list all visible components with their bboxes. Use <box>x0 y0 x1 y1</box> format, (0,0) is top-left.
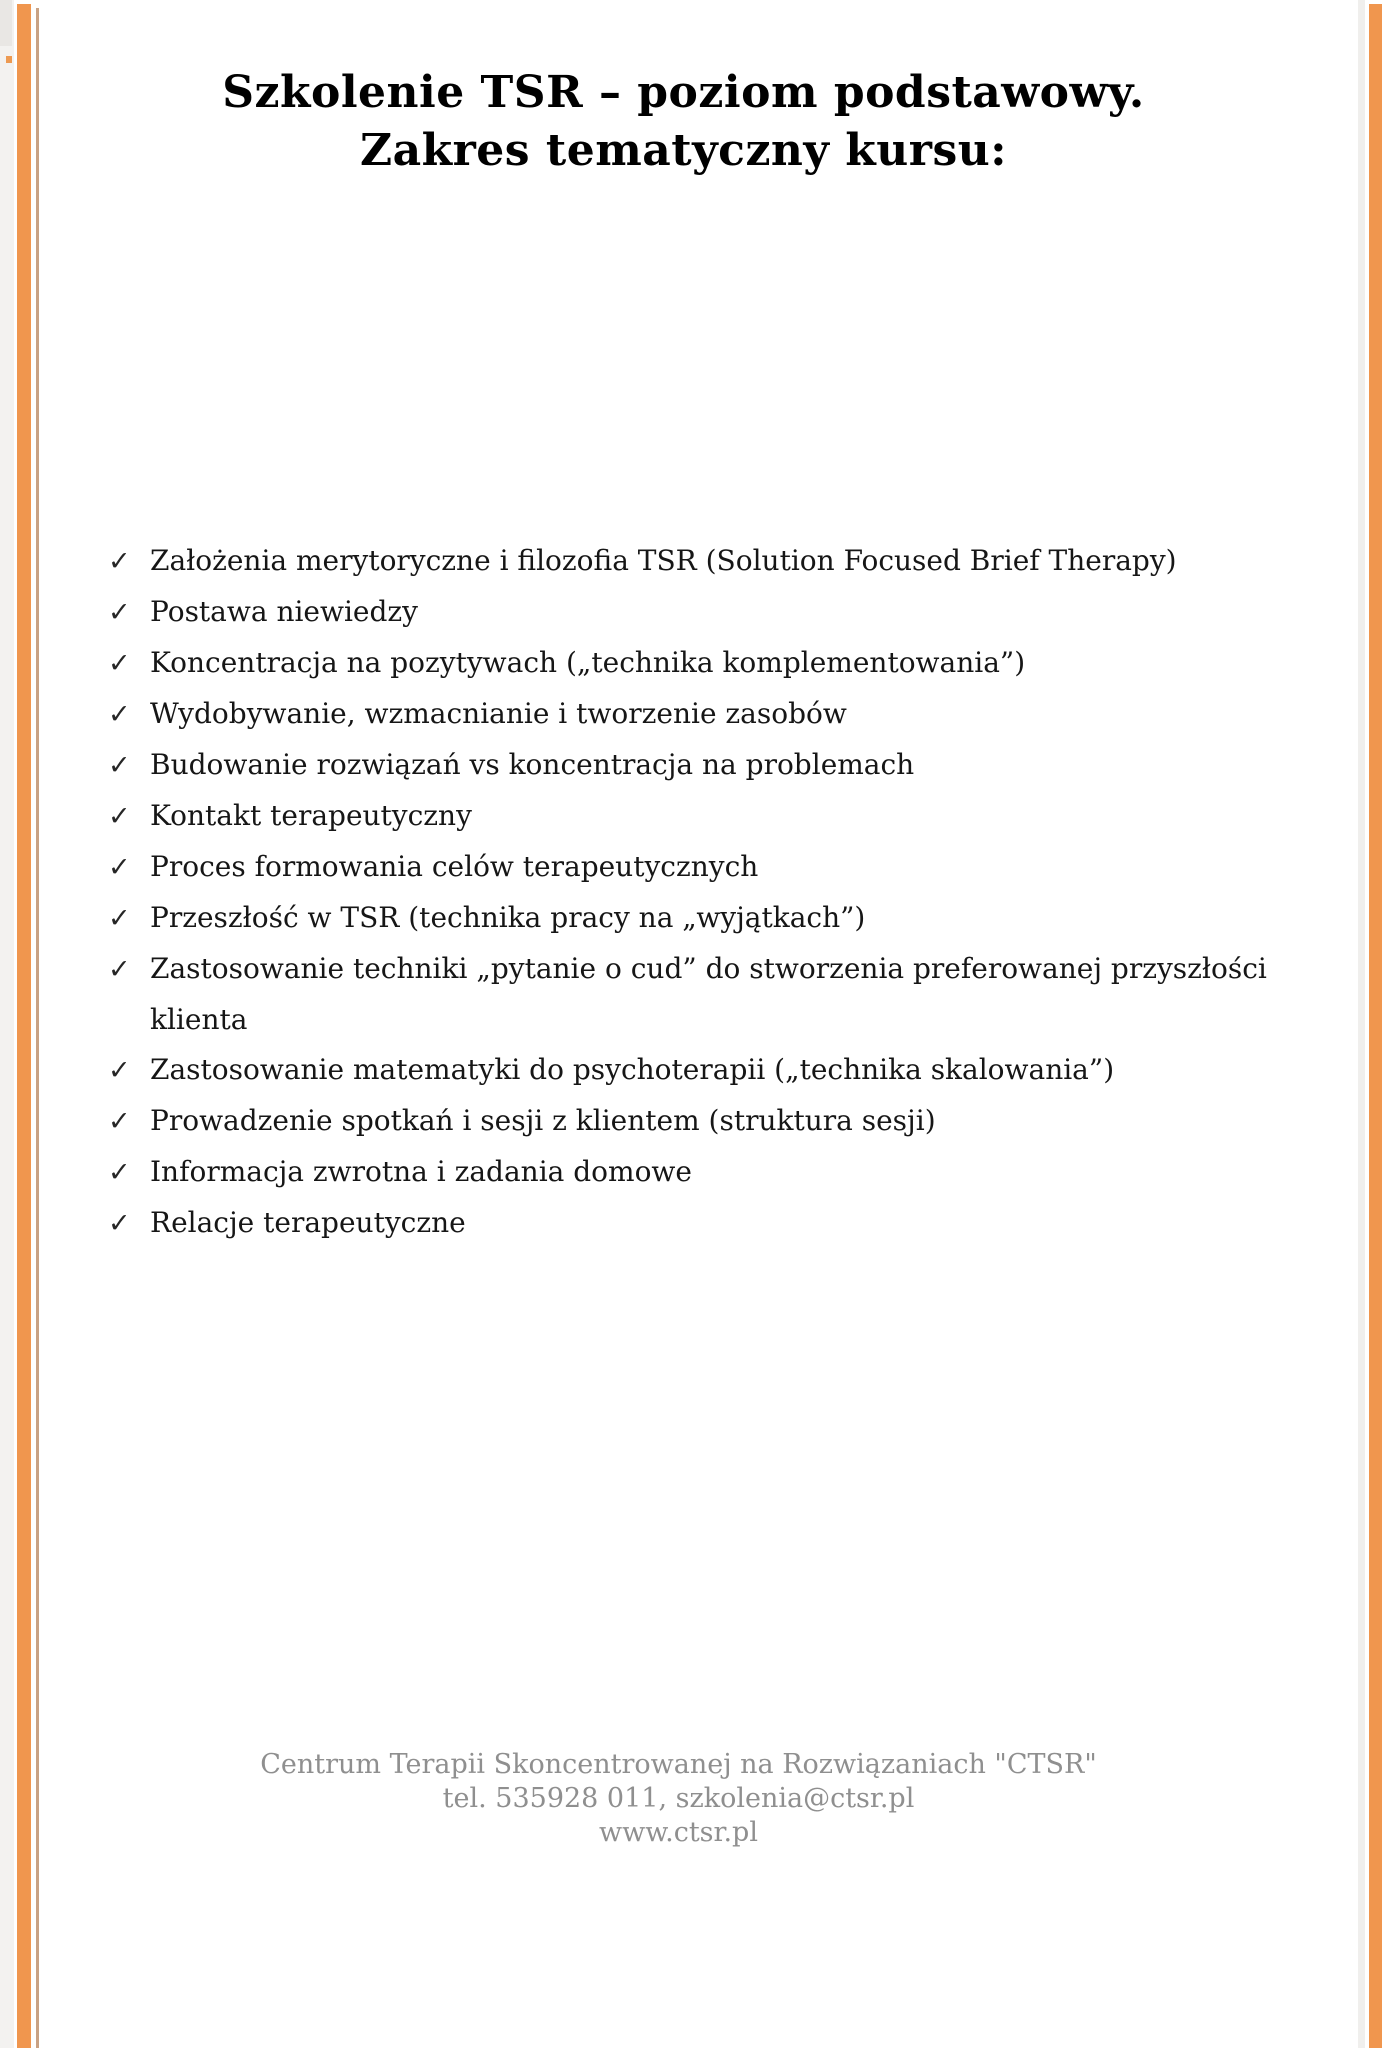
footer-contact: tel. 535928 011, szkolenia@ctsr.pl <box>442 1783 915 1814</box>
checklist-item <box>108 1147 1320 1198</box>
window-edge-strip-left <box>0 0 14 2048</box>
checklist-item <box>108 1045 1320 1096</box>
checklist-item-text: Zastosowanie matematyki do psychoterapii („technika skalowania”) <box>150 1053 1115 1086</box>
topics-checklist <box>108 536 1320 1249</box>
checkmark-icon: ✓ <box>108 801 131 832</box>
checkmark-icon: ✓ <box>108 1157 131 1188</box>
page-border-bar-right <box>1369 4 1382 2048</box>
checklist-item <box>108 587 1320 638</box>
checkmark-icon: ✓ <box>108 699 131 730</box>
checklist-item <box>108 689 1320 740</box>
checklist-item-text: Kontakt terapeutyczny <box>150 799 472 832</box>
checkmark-icon: ✓ <box>108 597 131 628</box>
scrollbar-track-right[interactable] <box>1358 0 1365 2048</box>
checkmark-icon: ✓ <box>108 546 131 577</box>
checklist-item-text: Koncentracja na pozytywach („technika komplementowania”) <box>150 646 1026 679</box>
footer-org-name: Centrum Terapii Skoncentrowanej na Rozwiązaniach "CTSR" <box>260 1749 1097 1780</box>
checkmark-icon: ✓ <box>108 648 131 679</box>
checkmark-icon: ✓ <box>108 954 131 985</box>
checkmark-icon: ✓ <box>108 903 131 934</box>
page-border-line-left <box>36 8 39 2048</box>
checklist-item <box>108 638 1320 689</box>
checklist-item-text: Przeszłość w TSR (technika pracy na „wyjątkach”) <box>150 901 866 934</box>
document-title-line-1: Szkolenie TSR – poziom podstawowy. <box>222 67 1145 118</box>
checklist-item-text: Budowanie rozwiązań vs koncentracja na problemach <box>150 748 915 781</box>
checklist-item <box>108 842 1320 893</box>
checklist-item <box>108 1096 1320 1147</box>
document-title-line-2: Zakres tematyczny kursu: <box>360 125 1007 176</box>
checklist-item-text: Proces formowania celów terapeutycznych <box>150 850 759 883</box>
checkmark-icon: ✓ <box>108 1208 131 1239</box>
checklist-item <box>108 536 1320 587</box>
checklist-item-text: Informacja zwrotna i zadania domowe <box>150 1155 692 1188</box>
window-corner-block <box>0 0 12 46</box>
checkmark-icon: ✓ <box>108 1106 131 1137</box>
checklist-item <box>108 1198 1320 1249</box>
checklist-item-text: Prowadzenie spotkań i sesji z klientem (struktura sesji) <box>150 1104 936 1137</box>
checkmark-icon: ✓ <box>108 852 131 883</box>
footer-website: www.ctsr.pl <box>599 1817 758 1848</box>
checklist-item-text: Postawa niewiedzy <box>150 595 418 628</box>
checklist-item-text: Wydobywanie, wzmacnianie i tworzenie zasobów <box>150 697 847 730</box>
checklist-item-text: Relacje terapeutyczne <box>150 1206 466 1239</box>
page-border-bar-left <box>17 4 31 2048</box>
checklist-item <box>108 791 1320 842</box>
page-border-corner-mark <box>6 56 12 63</box>
checkmark-icon: ✓ <box>108 750 131 781</box>
checklist-item <box>108 944 1320 1045</box>
checklist-item-text: Założenia merytoryczne i filozofia TSR (Solution Focused Brief Therapy) <box>150 544 1177 577</box>
page-footer <box>30 1748 1327 1850</box>
checklist-item-text: Zastosowanie techniki „pytanie o cud” do stworzenia preferowanej przyszłości klienta <box>150 952 1267 1036</box>
checkmark-icon: ✓ <box>108 1055 131 1086</box>
page-title <box>60 64 1307 180</box>
checklist-item <box>108 740 1320 791</box>
checklist-item <box>108 893 1320 944</box>
